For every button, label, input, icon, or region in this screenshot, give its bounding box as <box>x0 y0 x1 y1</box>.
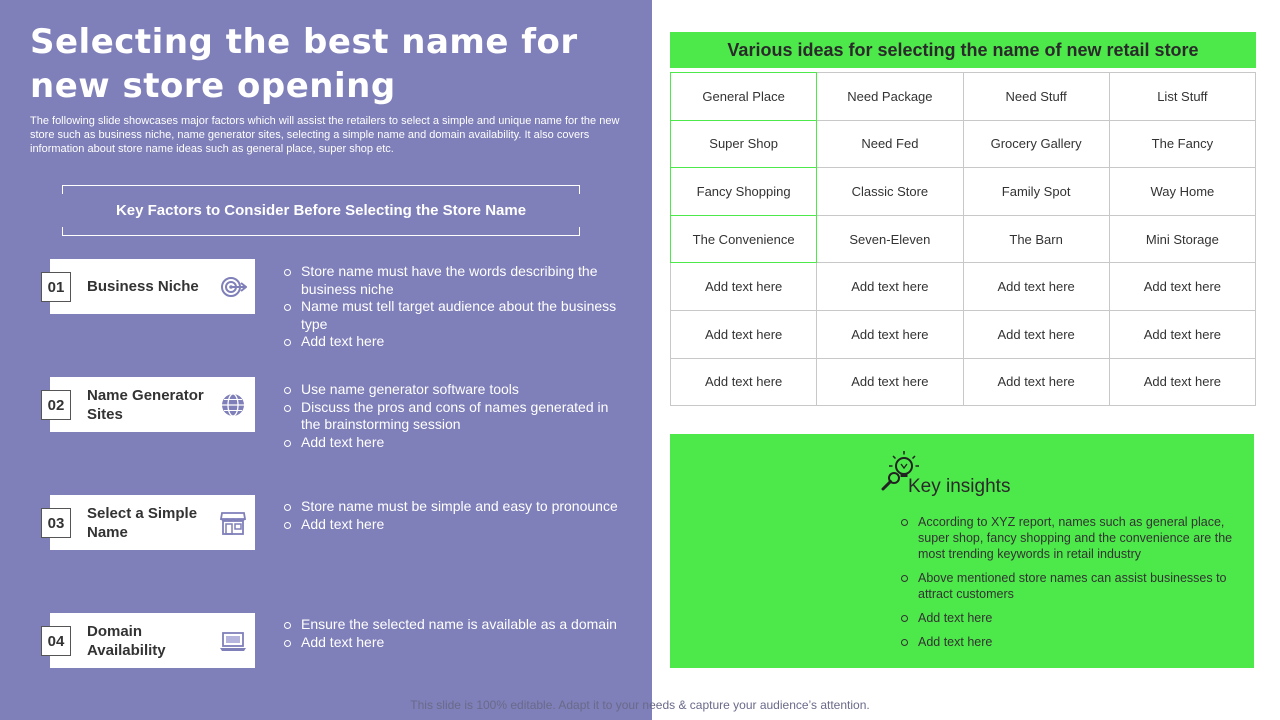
factor-label: Select a Simple Name <box>87 504 198 541</box>
table-cell: Add text here <box>1109 358 1255 406</box>
list-item: Ensure the selected name is available as a domain <box>283 616 623 634</box>
table-cell: Add text here <box>671 358 817 406</box>
table-cell: Family Spot <box>963 168 1109 216</box>
list-item: According to XYZ report, names such as general place, super shop, fancy shopping and the convenience are the most trending keywords in retail industry <box>900 514 1245 562</box>
factor-label: Domain Availability <box>87 622 166 659</box>
table-cell: Add text here <box>817 263 963 311</box>
page-title: Selecting the best name for new store opening <box>30 22 578 106</box>
table-cell: Need Stuff <box>963 73 1109 121</box>
key-insights-box <box>670 434 1254 668</box>
list-item: Add text here <box>900 610 1245 626</box>
factor-card-name-generator-sites <box>47 377 255 432</box>
table-cell: The Convenience <box>671 215 817 263</box>
table-cell: Add text here <box>671 310 817 358</box>
table-cell: Super Shop <box>671 120 817 168</box>
list-item: Store name must be simple and easy to pronounce <box>283 498 623 516</box>
table-cell: Need Package <box>817 73 963 121</box>
table-cell: Way Home <box>1109 168 1255 216</box>
factor-number: 02 <box>41 390 71 420</box>
table-cell: Mini Storage <box>1109 215 1255 263</box>
table-cell: The Barn <box>963 215 1109 263</box>
key-factors-header <box>62 185 580 236</box>
table-cell: List Stuff <box>1109 73 1255 121</box>
table-cell: Add text here <box>963 358 1109 406</box>
table-row <box>671 263 1256 311</box>
table-row <box>671 310 1256 358</box>
key-insights-list <box>900 514 1245 658</box>
table-cell: Grocery Gallery <box>963 120 1109 168</box>
table-cell: Add text here <box>963 263 1109 311</box>
table-cell: Add text here <box>1109 310 1255 358</box>
table-row <box>671 168 1256 216</box>
list-item: Add text here <box>283 634 623 652</box>
list-item: Add text here <box>283 516 623 534</box>
table-cell: Seven-Eleven <box>817 215 963 263</box>
factor-number: 01 <box>41 272 71 302</box>
factor-bullets-name-generator-sites <box>283 381 623 451</box>
table-row <box>671 215 1256 263</box>
list-item: Name must tell target audience about the business type <box>283 298 623 333</box>
table-row <box>671 73 1256 121</box>
target-arrow-icon <box>219 273 247 301</box>
table-cell: Add text here <box>817 310 963 358</box>
list-item: Add text here <box>283 434 623 452</box>
table-cell: Add text here <box>1109 263 1255 311</box>
list-item: Store name must have the words describing the business niche <box>283 263 623 298</box>
list-item: Add text here <box>283 333 623 351</box>
factor-label: Name Generator Sites <box>87 386 204 423</box>
list-item: Above mentioned store names can assist businesses to attract customers <box>900 570 1245 602</box>
page-subtitle: The following slide showcases major factors which will assist the retailers to select a simple and unique name for the new store such as business niche, name generator sites, selecting a simple name and domain availability. It also covers information about store name ideas such as general place, super shop etc. <box>30 115 620 155</box>
table-row <box>671 358 1256 406</box>
factor-card-select-simple-name <box>47 495 255 550</box>
footer-note: This slide is 100% editable. Adapt it to your needs & capture your audience’s attention. <box>410 698 870 712</box>
ideas-table <box>670 72 1256 406</box>
factor-card-domain-availability <box>47 613 255 668</box>
table-cell: Classic Store <box>817 168 963 216</box>
factor-bullets-select-simple-name <box>283 498 623 533</box>
factor-number: 03 <box>41 508 71 538</box>
factor-bullets-domain-availability <box>283 616 623 651</box>
list-item: Use name generator software tools <box>283 381 623 399</box>
list-item: Discuss the pros and cons of names generated in the brainstorming session <box>283 399 623 434</box>
table-cell: Fancy Shopping <box>671 168 817 216</box>
table-cell: General Place <box>671 73 817 121</box>
list-item: Add text here <box>900 634 1245 650</box>
table-cell: Add text here <box>963 310 1109 358</box>
table-cell: Add text here <box>817 358 963 406</box>
storefront-icon <box>219 509 247 537</box>
ideas-table-title: Various ideas for selecting the name of new retail store <box>670 32 1256 68</box>
table-cell: Add text here <box>671 263 817 311</box>
table-cell: The Fancy <box>1109 120 1255 168</box>
laptop-icon <box>219 627 247 655</box>
table-row <box>671 120 1256 168</box>
globe-icon <box>219 391 247 419</box>
factor-label: Business Niche <box>87 278 199 295</box>
factor-card-business-niche <box>47 259 255 314</box>
factor-number: 04 <box>41 626 71 656</box>
key-factors-title: Key Factors to Consider Before Selecting the Store Name <box>115 202 527 219</box>
table-cell: Need Fed <box>817 120 963 168</box>
key-insights-title: Key insights <box>908 476 1011 497</box>
factor-bullets-business-niche <box>283 263 623 351</box>
